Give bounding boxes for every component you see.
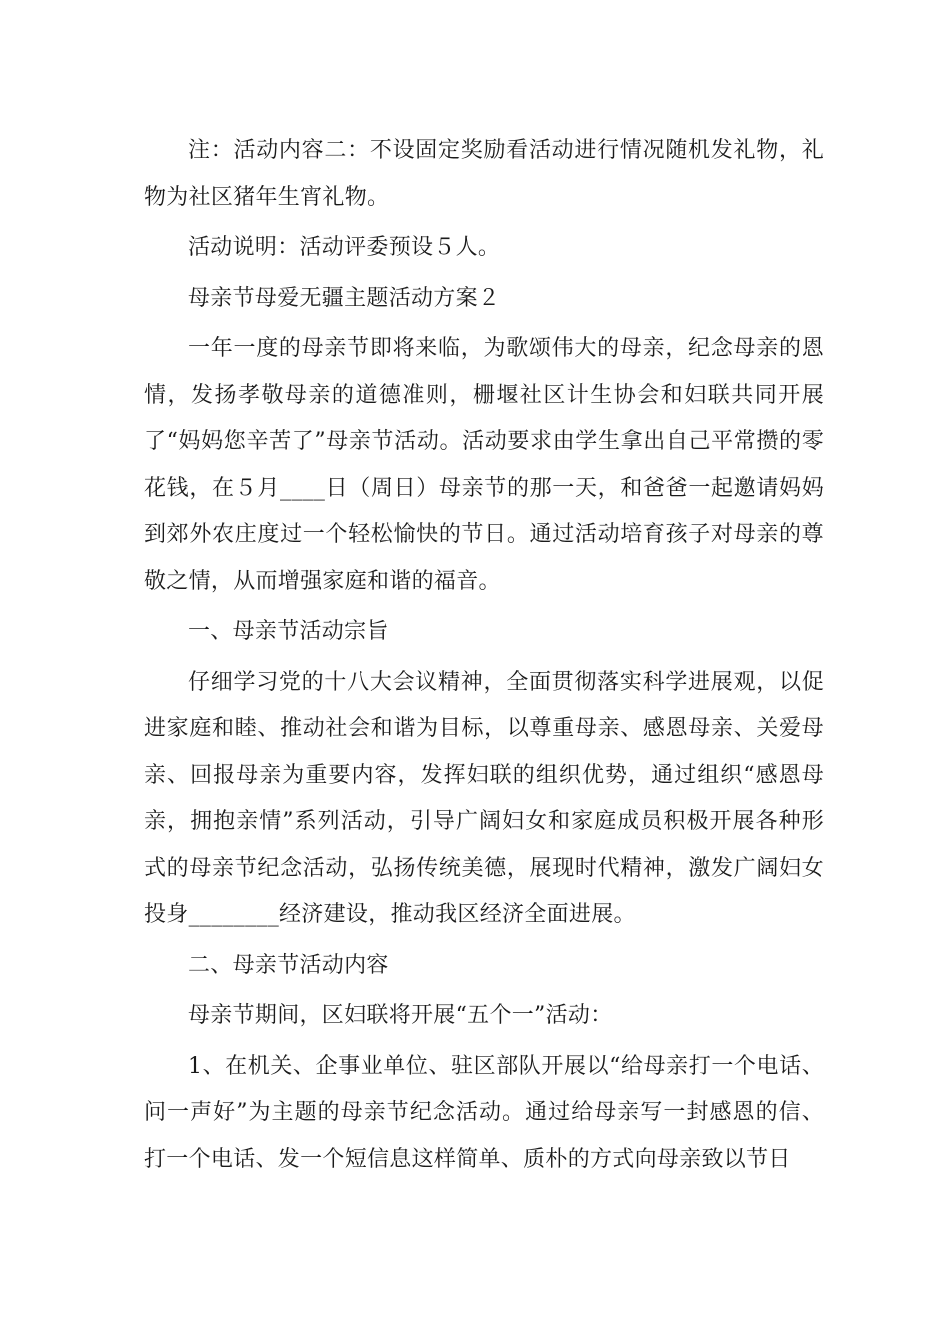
paragraph-purpose: 仔细学习党的十八大会议精神，全面贯彻落实科学进展观，以促进家庭和睦、推动社会和谐为目标，以尊重母亲、感恩母亲、关爱母亲、回报母亲为重要内容，发挥妇联的组织优势，通过组织“感恩母亲，拥抱亲情”系列活动，引导广阔妇女和家庭成员积极开展各种形式的母亲节纪念活动，弘扬传统美德，展现时代精神，激发广阔妇女投身________经济建设，推动我区经济全面进展。: [144, 669, 824, 927]
paragraph-introduction: 一年一度的母亲节即将来临，为歌颂伟大的母亲，纪念母亲的恩情，发扬孝敬母亲的道德准则，栅堰社区计生协会和妇联共同开展了“妈妈您辛苦了”母亲节活动。活动要求由学生拿出自己平常攒的零花钱，在５月____日（周日）母亲节的那一天，和爸爸一起邀请妈妈到郊外农庄度过一个轻松愉快的节日。通过活动培育孩子对母亲的尊敬之情，从而增强家庭和谐的福音。: [144, 336, 824, 594]
paragraph-note: 注：活动内容二：不设固定奖励看活动进行情况随机发礼物，礼物为社区猪年生宵礼物。: [144, 138, 824, 210]
section-heading-purpose: 一、母亲节活动宗旨: [188, 619, 389, 644]
section-heading-content: 二、母亲节活动内容: [188, 952, 389, 978]
paragraph-plan-title: 母亲节母爱无疆主题活动方案２: [188, 285, 501, 311]
paragraph-content-item-1: 1、在机关、企事业单位、驻区部队开展以“给母亲打一个电话、问一声好”为主题的母亲节纪念活动。通过给母亲写一封感恩的信、打一个电话、发一个短信息这样简单、质朴的方式向母亲致以节日: [144, 1053, 824, 1172]
paragraph-activity-description: 活动说明：活动评委预设５人。: [188, 235, 501, 260]
paragraph-content-intro: 母亲节期间，区妇联将开展“五个一”活动：: [188, 1003, 613, 1028]
document-body: [144, 128, 824, 1185]
